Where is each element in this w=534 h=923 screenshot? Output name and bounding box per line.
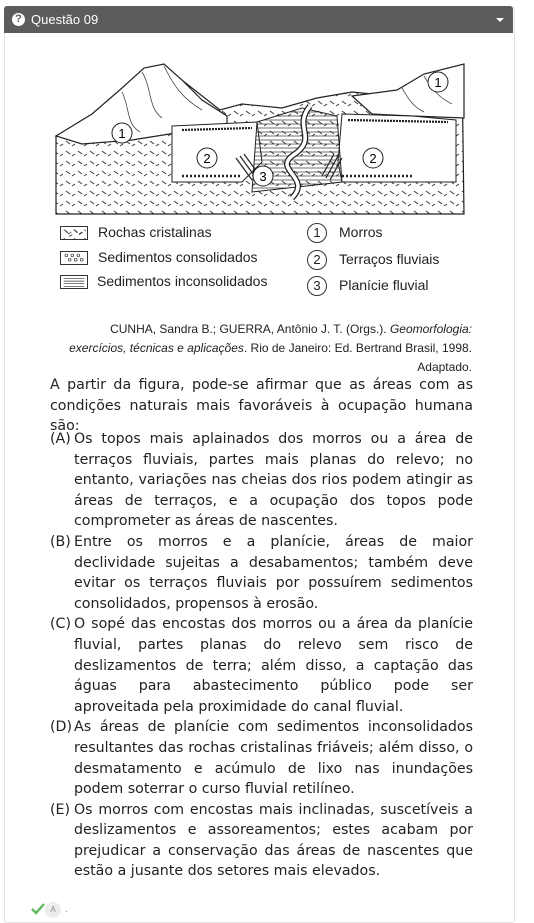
inconsolidados-pattern-icon (60, 275, 88, 289)
option-text: Os topos mais aplainados dos morros ou a área de terraços fluviais, partes mais planas do relevo; no entanto, variações nas cheias dos rios podem atingir as áreas de terraços, e a ocupação dos topos pode comprometer as áreas de nascentes. (74, 431, 473, 530)
legend-label-terracos: Terraços fluviais (339, 251, 440, 267)
legend-label-planicie: Planície fluvial (339, 277, 429, 293)
option-a[interactable] (50, 429, 473, 532)
option-letter: (A) (50, 431, 71, 447)
relief-diagram (52, 58, 468, 218)
citation-authors: CUNHA, Sandra B.; GUERRA, Antônio J. T. (Orgs.). (110, 322, 390, 336)
option-text: O sopé das encostas dos morros ou a área da planície fluvial, partes planas do relevo sem risco de deslizamentos de terra; além disso, a captação das águas para abastecimento público pode ser aproveitada pela proximidade do canal fluvial. (74, 616, 473, 715)
legend-label-inconsolidados: Sedimentos inconsolidados (97, 273, 268, 289)
option-letter: (D) (50, 719, 72, 736)
option-text: Os morros com encostas mais inclinadas, suscetíveis a deslizamentos e assoreamentos; estes acabam por prejudicar a conservação das áreas de nascentes que estão a jusante dos setores mais elevados. (74, 801, 473, 880)
question-title: Questão 09 (31, 12, 99, 27)
answer-badge: A (45, 902, 61, 918)
answer-options (50, 429, 473, 882)
legend-label-morros: Morros (339, 224, 383, 240)
legend-label-consolidados: Sedimentos consolidados (98, 249, 258, 265)
option-text: Entre os morros e a planície, áreas de maior declividade sujeitas a desabamentos; também deve evitar os terraços fluviais por possuírem sedimentos consolidados, propensos à erosão. (74, 533, 473, 612)
figure-legend (60, 222, 480, 298)
consolidados-pattern-icon (60, 251, 88, 265)
chevron-down-icon[interactable] (496, 18, 504, 22)
option-letter: (B) (50, 533, 71, 550)
marker-planicie: 3 (259, 169, 267, 184)
option-b[interactable] (50, 532, 473, 614)
question-stem: A partir da figura, pode-se afirmar que as áreas com as condições naturais mais favoráveis à ocupação humana são: (50, 377, 473, 435)
question-header[interactable] (4, 6, 513, 33)
legend-item-terracos (307, 249, 477, 269)
legend-item-morros (307, 222, 477, 242)
option-letter: (C) (50, 616, 71, 633)
marker-morros-right: 1 (434, 75, 442, 90)
option-d[interactable] (50, 717, 473, 799)
citation-title: Geomorfologia: exercícios, técnicas e aplicações (69, 322, 472, 355)
citation-rest: . Rio de Janeiro: Ed. Bertrand Brasil, 1998. Adaptado. (243, 341, 472, 374)
question-circle-icon: ? (12, 13, 25, 26)
marker-terraco-left: 2 (203, 151, 211, 166)
option-letter: (E) (50, 801, 71, 818)
figure-citation (52, 320, 472, 377)
rochas-pattern-icon (60, 226, 88, 240)
answer-suffix: . (65, 904, 68, 915)
option-text: As áreas de planície com sedimentos inconsolidados resultantes das rochas cristalinas friáveis; além disso, o desmatamento e acúmulo de lixo nas inundações podem soterrar o curso fluvial retilíneo. (74, 719, 473, 798)
check-icon (31, 903, 45, 915)
legend-item-inconsolidados (60, 271, 300, 291)
marker-morros-left: 1 (118, 126, 126, 141)
legend-item-rochas (60, 222, 290, 242)
legend-item-planicie (307, 275, 477, 295)
option-c[interactable] (50, 614, 473, 717)
legend-number-3: 3 (307, 276, 327, 296)
legend-number-1: 1 (307, 223, 327, 243)
marker-terraco-right: 2 (369, 151, 377, 166)
legend-item-consolidados (60, 247, 290, 267)
option-e[interactable] (50, 800, 473, 882)
legend-number-2: 2 (307, 250, 327, 270)
legend-label-rochas: Rochas cristalinas (98, 224, 212, 240)
